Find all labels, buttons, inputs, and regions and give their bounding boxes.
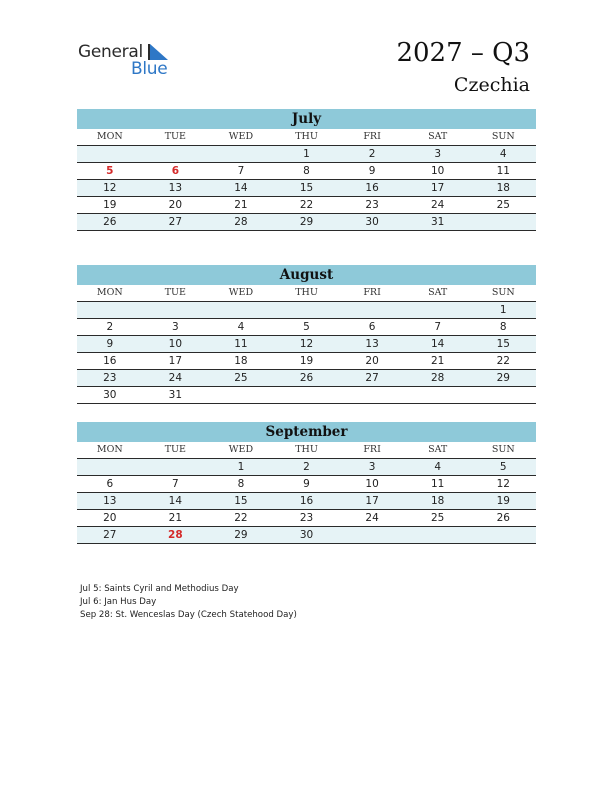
day-cell: 11 — [496, 165, 510, 177]
weekday-label: THU — [295, 444, 318, 455]
day-cell — [143, 146, 209, 162]
weekday-label: FRI — [363, 444, 381, 455]
day-cell — [470, 527, 536, 543]
day-cell: 8 — [499, 321, 507, 333]
day-cell: 4 — [499, 148, 507, 160]
day-cell: 19 — [103, 199, 117, 211]
week-row — [77, 180, 536, 197]
day-cell: 22 — [234, 512, 248, 524]
week-row — [77, 387, 536, 404]
day-cell: 9 — [303, 478, 310, 490]
day-cell — [208, 302, 274, 318]
weekday-label: SUN — [491, 131, 515, 142]
day-cell: 14 — [430, 338, 445, 350]
weekday-label: MON — [96, 444, 123, 455]
weekday-label: THU — [295, 287, 318, 298]
weekday-label: MON — [96, 287, 123, 298]
week-row — [77, 476, 536, 493]
month-calendar-august — [77, 265, 536, 404]
day-cell: 26 — [496, 512, 510, 524]
weekday-label: FRI — [363, 131, 381, 142]
day-cell: 11 — [234, 338, 248, 350]
day-cell — [405, 302, 471, 318]
day-cell: 1 — [499, 304, 507, 316]
week-row — [77, 302, 536, 319]
generalblue-logo — [78, 40, 188, 80]
day-cell: 3 — [368, 461, 376, 473]
day-cell: 9 — [106, 338, 114, 350]
day-cell: 7 — [172, 478, 179, 490]
day-cell: 24 — [365, 512, 379, 524]
weekday-label: SAT — [428, 444, 448, 455]
day-cell: 30 — [299, 529, 314, 541]
day-cell: 18 — [430, 495, 445, 507]
holiday-day-cell: 6 — [171, 165, 180, 177]
day-cell: 17 — [430, 182, 445, 194]
day-cell: 19 — [496, 495, 510, 507]
flag-triangle-icon — [148, 44, 170, 60]
day-cell: 26 — [103, 216, 117, 228]
weekday-label: SAT — [428, 131, 448, 142]
day-cell: 15 — [496, 338, 510, 350]
day-cell: 21 — [430, 355, 445, 367]
day-cell: 28 — [234, 216, 248, 228]
day-cell: 4 — [237, 321, 245, 333]
day-cell: 15 — [234, 495, 248, 507]
day-cell: 13 — [103, 495, 117, 507]
day-cell: 24 — [168, 372, 183, 384]
weekday-label: THU — [295, 131, 318, 142]
day-cell: 23 — [365, 199, 379, 211]
month-title: August — [77, 265, 536, 285]
weekday-label: SUN — [491, 444, 515, 455]
day-cell: 29 — [234, 529, 248, 541]
day-cell: 2 — [368, 148, 376, 160]
day-cell: 5 — [499, 461, 507, 473]
day-cell: 10 — [168, 338, 183, 350]
weekday-header-row — [77, 285, 536, 302]
day-cell: 6 — [368, 321, 376, 333]
day-cell: 18 — [496, 182, 510, 194]
day-cell: 25 — [430, 512, 445, 524]
month-title: July — [77, 109, 536, 129]
weekday-label: TUE — [164, 444, 186, 455]
day-cell: 30 — [103, 389, 117, 401]
day-cell: 14 — [234, 182, 248, 194]
weekday-header-row — [77, 129, 536, 146]
day-cell — [405, 527, 471, 543]
day-cell: 24 — [430, 199, 445, 211]
day-cell: 26 — [299, 372, 314, 384]
country-name: Czechia — [453, 74, 530, 96]
day-cell: 31 — [430, 216, 445, 228]
day-cell: 16 — [365, 182, 379, 194]
holiday-day-cell: 28 — [168, 529, 183, 541]
day-cell: 9 — [368, 165, 376, 177]
day-cell — [339, 302, 405, 318]
week-row — [77, 336, 536, 353]
day-cell: 16 — [299, 495, 314, 507]
holiday-note: Jul 5: Saints Cyril and Methodius Day — [80, 584, 239, 594]
day-cell: 22 — [496, 355, 510, 367]
week-row — [77, 527, 536, 544]
day-cell — [143, 459, 209, 475]
day-cell — [143, 302, 209, 318]
weekday-label: SUN — [491, 287, 515, 298]
day-cell: 23 — [299, 512, 314, 524]
day-cell: 4 — [434, 461, 442, 473]
day-cell — [405, 387, 471, 403]
day-cell: 22 — [299, 199, 314, 211]
week-row — [77, 510, 536, 527]
day-cell — [208, 146, 274, 162]
holiday-notes — [80, 583, 297, 622]
week-row — [77, 197, 536, 214]
day-cell: 29 — [299, 216, 314, 228]
day-cell: 15 — [299, 182, 314, 194]
month-calendar-july — [77, 109, 536, 231]
day-cell: 3 — [172, 321, 179, 333]
day-cell: 20 — [365, 355, 379, 367]
day-cell — [77, 146, 143, 162]
day-cell: 17 — [365, 495, 379, 507]
weekday-label: FRI — [363, 287, 381, 298]
day-cell: 10 — [430, 165, 445, 177]
week-row — [77, 459, 536, 476]
day-cell — [77, 302, 143, 318]
day-cell: 1 — [303, 148, 310, 160]
day-cell: 30 — [365, 216, 379, 228]
day-cell: 25 — [234, 372, 248, 384]
day-cell: 7 — [237, 165, 245, 177]
day-cell: 18 — [234, 355, 248, 367]
day-cell: 7 — [434, 321, 442, 333]
day-cell — [470, 387, 536, 403]
day-cell: 6 — [106, 478, 114, 490]
day-cell — [208, 387, 274, 403]
day-cell — [470, 214, 536, 230]
day-cell: 23 — [103, 372, 117, 384]
week-row — [77, 146, 536, 163]
weekday-label: TUE — [164, 287, 186, 298]
weekday-label: MON — [96, 131, 123, 142]
month-calendar-september — [77, 422, 536, 544]
day-cell: 25 — [496, 199, 510, 211]
day-cell: 13 — [168, 182, 183, 194]
weekday-label: WED — [228, 131, 254, 142]
day-cell: 21 — [168, 512, 183, 524]
weekday-label: WED — [228, 444, 254, 455]
day-cell: 2 — [303, 461, 310, 473]
day-cell: 12 — [496, 478, 510, 490]
weekday-label: WED — [228, 287, 254, 298]
day-cell: 5 — [303, 321, 310, 333]
day-cell — [274, 387, 340, 403]
day-cell: 13 — [365, 338, 379, 350]
day-cell — [274, 302, 340, 318]
page-title: 2027 – Q3 — [396, 38, 530, 68]
holiday-note: Sep 28: St. Wenceslas Day (Czech Statehood Day) — [80, 610, 297, 620]
day-cell: 16 — [103, 355, 117, 367]
holiday-day-cell: 5 — [106, 165, 114, 177]
week-row — [77, 319, 536, 336]
day-cell — [339, 527, 405, 543]
day-cell: 31 — [168, 389, 183, 401]
day-cell: 14 — [168, 495, 183, 507]
month-title: September — [77, 422, 536, 442]
day-cell: 28 — [430, 372, 445, 384]
day-cell — [77, 459, 143, 475]
day-cell: 8 — [237, 478, 245, 490]
day-cell: 12 — [103, 182, 117, 194]
day-cell: 17 — [168, 355, 183, 367]
day-cell: 29 — [496, 372, 510, 384]
week-row — [77, 163, 536, 180]
day-cell: 12 — [299, 338, 314, 350]
day-cell: 21 — [234, 199, 248, 211]
day-cell: 3 — [434, 148, 442, 160]
weekday-header-row — [77, 442, 536, 459]
day-cell — [339, 387, 405, 403]
day-cell: 19 — [299, 355, 314, 367]
day-cell: 2 — [106, 321, 114, 333]
day-cell: 20 — [168, 199, 183, 211]
day-cell: 20 — [103, 512, 117, 524]
holiday-note: Jul 6: Jan Hus Day — [80, 597, 157, 607]
week-row — [77, 493, 536, 510]
day-cell: 10 — [365, 478, 379, 490]
logo-blue-text: Blue — [131, 59, 168, 79]
week-row — [77, 370, 536, 387]
week-row — [77, 353, 536, 370]
day-cell: 8 — [303, 165, 310, 177]
week-row — [77, 214, 536, 231]
weekday-label: TUE — [164, 131, 186, 142]
day-cell: 27 — [103, 529, 117, 541]
day-cell: 1 — [237, 461, 245, 473]
day-cell: 27 — [365, 372, 379, 384]
logo-general-text: General — [78, 42, 143, 62]
weekday-label: SAT — [428, 287, 448, 298]
day-cell: 11 — [430, 478, 445, 490]
day-cell: 27 — [168, 216, 183, 228]
